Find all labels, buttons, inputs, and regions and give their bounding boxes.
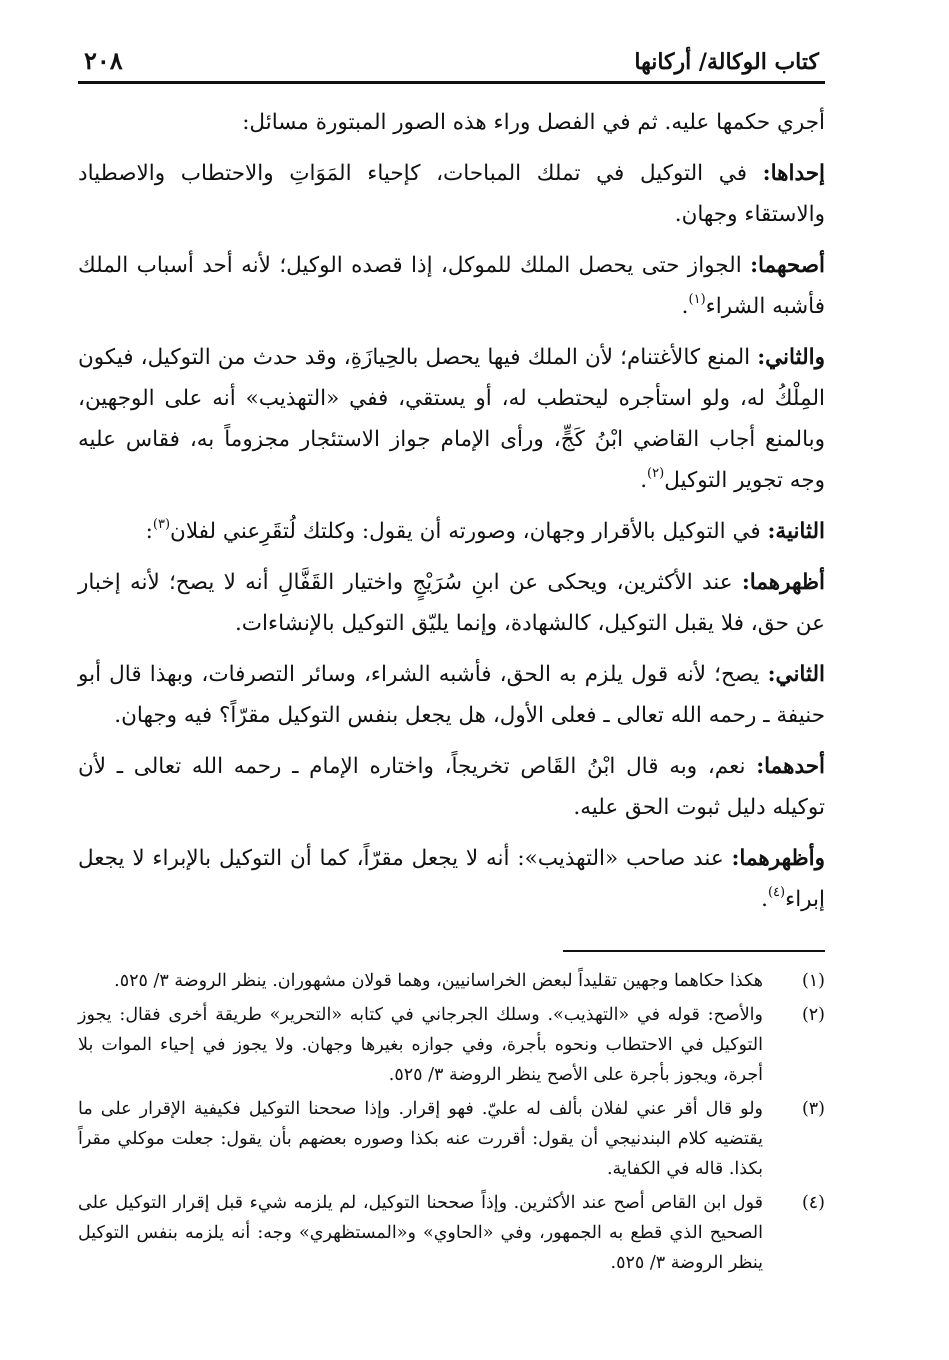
paragraph-lead: أصحهما: — [750, 253, 825, 278]
footnote-number: (٢) — [801, 1005, 825, 1025]
paragraph — [78, 511, 825, 552]
footnote-marker[interactable]: (٢) — [647, 466, 665, 481]
paragraph-lead: الثانية: — [767, 519, 825, 544]
paragraph — [78, 153, 825, 235]
footnote-text: ولو قال أقر عني لفلان بألف له عليّ. فهو إقرار. وإذا صححنا التوكيل فكيفية الإقرار على ما يقتضيه كلام البندنيجي أن يقول: أقررت عنه بكذا وصوره بعضهم بأن يقول: جعلت موكلي مقراً بكذا. قاله في الكفاية. — [78, 1099, 763, 1179]
paragraph-text: عند صاحب «التهذيب»: أنه لا يجعل مقرّاً، كما أن التوكيل بالإبراء لا يجعل إبراء — [78, 846, 825, 912]
paragraph — [78, 337, 825, 501]
footnote-marker[interactable]: (٣) — [152, 517, 171, 532]
paragraph-lead: الثاني: — [767, 662, 825, 687]
footnote-item — [78, 1094, 825, 1184]
page-number: ٢٠٨ — [84, 46, 123, 75]
paragraph-punctuation: : — [145, 519, 153, 544]
paragraph-punctuation: . — [640, 468, 648, 493]
paragraph-lead: والثاني: — [757, 345, 825, 370]
paragraph-text: الجواز حتى يحصل الملك للموكل، إذا قصده الوكيل؛ لأنه أحد أسباب الملك فأشبه الشراء — [78, 253, 825, 319]
footnote-number: (٤) — [801, 1193, 825, 1213]
paragraph-text: المنع كالأغتنام؛ لأن الملك فيها يحصل بالحِيازَةِ، وقد حدث من التوكيل، فيكون المِلْكُ له، ولو استأجره ليحتطب له، أو يستقي، ففي «التهذيب» أنه على الوجهين، وبالمنع أجاب القاضي ابْنُ كَجٍّ، ورأى الإمام جواز الاستئجار مجزوماً به، فقاس عليه وجه تجوير التوكيل — [78, 345, 825, 493]
paragraph-lead: أحدهما: — [756, 754, 825, 779]
paragraph — [78, 102, 825, 143]
paragraph-text: يصح؛ لأنه قول يلزم به الحق، فأشبه الشراء، وسائر التصرفات، وبهذا قال أبو حنيفة ـ رحمه الله تعالى ـ فعلى الأول، هل يجعل بنفس التوكيل مقرّاً؟ فيه وجهان. — [78, 662, 825, 728]
paragraph-text: في التوكيل في تملك المباحات، كإحياء المَوَاتِ والاحتطاب والاصطياد والاستقاء وجهان. — [78, 161, 825, 227]
paragraph — [78, 746, 825, 828]
footnotes — [78, 966, 825, 1278]
paragraph-lead: أظهرهما: — [741, 570, 825, 595]
paragraph-text: في التوكيل بالأقرار وجهان، وصورته أن يقول: وكلتك لُتقَرِعني لفلان — [170, 519, 768, 544]
paragraph-lead: إحداها: — [762, 161, 825, 186]
paragraph-lead: وأظهرهما: — [731, 846, 825, 871]
footnote-item — [78, 1188, 825, 1278]
footnote-item — [78, 1000, 825, 1090]
page-header — [78, 46, 825, 84]
footnote-text: هكذا حكاهما وجهين تقليداً لبعض الخراسانيين، وهما قولان مشهوران. ينظر الروضة ٣/ ٥٢٥. — [114, 971, 763, 991]
footnote-marker[interactable]: (٤) — [767, 885, 786, 900]
running-head: كتاب الوكالة/ أركانها — [634, 49, 819, 75]
footnote-marker[interactable]: (١) — [688, 292, 706, 307]
paragraph — [78, 245, 825, 327]
footnote-text: والأصح: قوله في «التهذيب». وسلك الجرجاني في كتابه «التحرير» طريقة أخرى فقال: يجوز التوكيل في الاحتطاب ونحوه بأجرة، وفي جوازه بغيرها وجهان. ولا يجوز في إحياء الموات بلا أجرة، ويجوز بأجرة على الأصح ينظر الروضة ٣/ ٥٢٥. — [78, 1005, 763, 1085]
footnote-text: قول ابن القاص أصح عند الأكثرين. وإذاً صححنا التوكيل، لم يلزمه شيء قبل إقرار التوكيل على الصحيح الذي قطع به الجمهور، وفي «الحاوي» و«المستظهري» وجه: أنه يلزمه بنفس التوكيل ينظر الروضة ٣/ ٥٢٥. — [78, 1193, 763, 1273]
paragraph-punctuation: . — [681, 294, 689, 319]
footnote-separator — [563, 950, 825, 952]
paragraph-text: عند الأكثرين، ويحكى عن ابنِ سُرَيْجٍ واختيار القَفَّالِ أنه لا يصح؛ لأنه إخبار عن حق، فلا يقبل التوكيل، كالشهادة، وإنما يليّق التوكيل بالإنشاءات. — [78, 570, 825, 636]
main-text — [78, 102, 825, 920]
footnote-number: (١) — [801, 971, 825, 991]
footnote-item — [78, 966, 825, 996]
paragraph — [78, 562, 825, 644]
paragraph-text: نعم، وبه قال ابْنُ القَاص تخريجاً، واختاره الإمام ـ رحمه الله تعالى ـ لأن توكيله دليل ثبوت الحق عليه. — [78, 754, 825, 820]
footnote-number: (٣) — [801, 1099, 825, 1119]
paragraph — [78, 654, 825, 736]
paragraph-punctuation: . — [761, 887, 768, 912]
paragraph — [78, 838, 825, 920]
paragraph-text: أجري حكمها عليه. ثم في الفصل وراء هذه الصور المبتورة مسائل: — [242, 110, 825, 135]
